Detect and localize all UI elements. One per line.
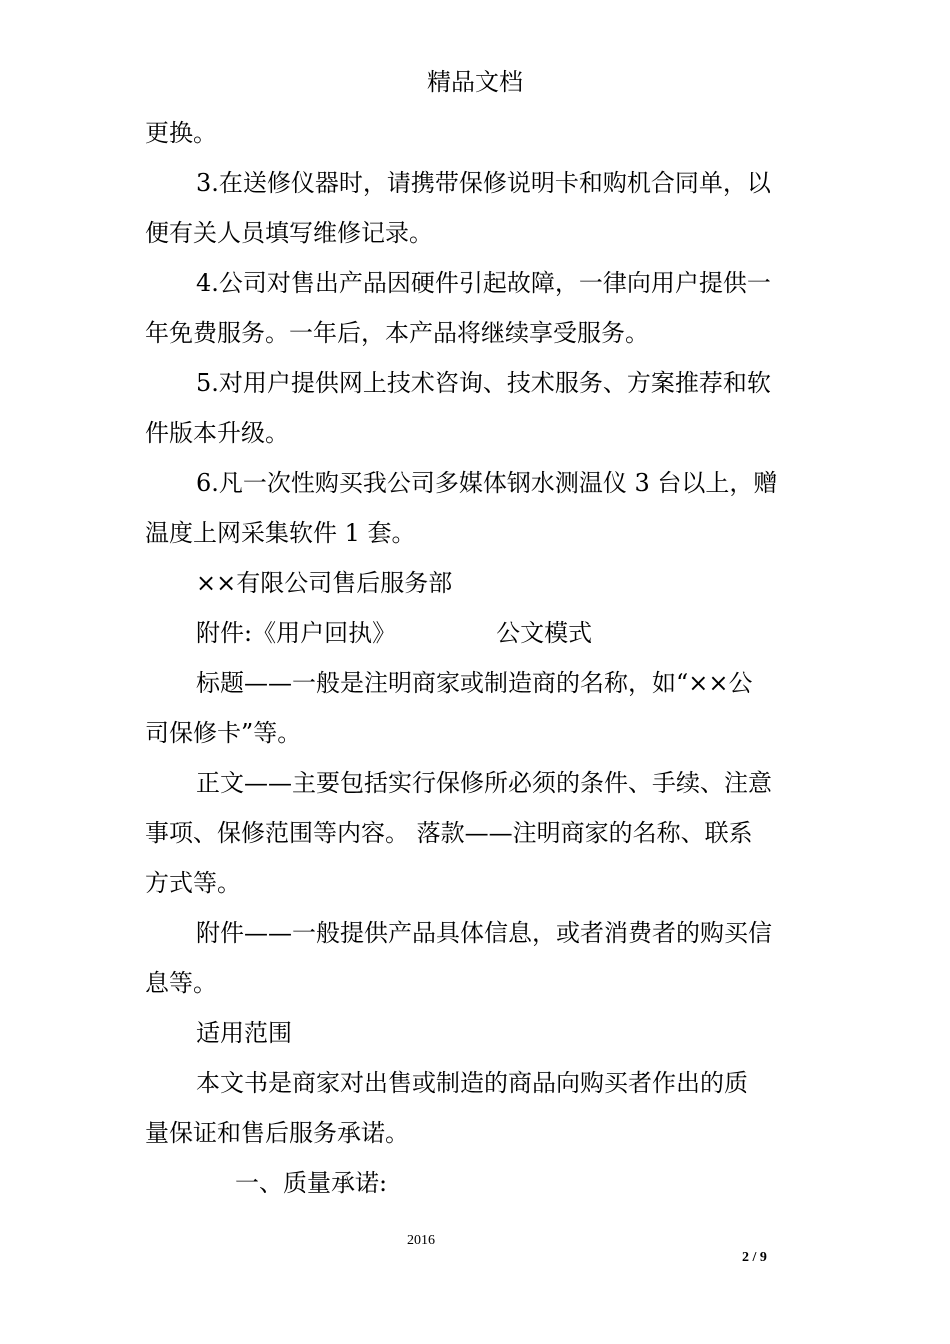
text-line: 司保修卡”等。 bbox=[145, 719, 302, 747]
attachment-label: 附件:《用户回执》 bbox=[196, 619, 397, 647]
text-line: 方式等。 bbox=[145, 869, 241, 897]
text-line: 息等。 bbox=[145, 969, 217, 997]
text-line: 量保证和售后服务承诺。 bbox=[145, 1119, 409, 1147]
text-line: 6.凡一次性购买我公司多媒体钢水测温仪 3 台以上，赠 bbox=[196, 469, 778, 497]
text-line: 附件——一般提供产品具体信息，或者消费者的购买信 bbox=[196, 919, 772, 947]
page-header: 精品文档 bbox=[427, 68, 523, 96]
section-heading: 适用范围 bbox=[196, 1019, 292, 1047]
text-line: 事项、保修范围等内容。 落款——注明商家的名称、联系 bbox=[145, 819, 753, 847]
text-line: 更换。 bbox=[145, 119, 217, 147]
document-body bbox=[145, 108, 811, 1208]
text-line: 3.在送修仪器时，请携带保修说明卡和购机合同单，以 bbox=[196, 169, 771, 197]
section-heading: 一、质量承诺: bbox=[235, 1169, 388, 1197]
text-line: 4.公司对售出产品因硬件引起故障，一律向用户提供一 bbox=[196, 269, 771, 297]
text-line: 件版本升级。 bbox=[145, 419, 289, 447]
text-line: 正文——主要包括实行保修所必须的条件、手续、注意 bbox=[196, 769, 772, 797]
text-line: 便有关人员填写维修记录。 bbox=[145, 219, 433, 247]
text-line: 本文书是商家对出售或制造的商品向购买者作出的质 bbox=[196, 1069, 748, 1097]
official-mode-label: 公文模式 bbox=[496, 619, 593, 647]
text-line: 年免费服务。一年后，本产品将继续享受服务。 bbox=[145, 319, 649, 347]
attachment-line bbox=[145, 608, 811, 658]
text-line: ××有限公司售后服务部 bbox=[196, 569, 453, 597]
footer-year: 2016 bbox=[407, 1233, 435, 1248]
text-line: 5.对用户提供网上技术咨询、技术服务、方案推荐和软 bbox=[196, 369, 771, 397]
text-line: 标题——一般是注明商家或制造商的名称，如“××公 bbox=[196, 669, 753, 697]
text-line: 温度上网采集软件 1 套。 bbox=[145, 519, 416, 547]
page-number: 2 / 9 bbox=[742, 1250, 767, 1265]
